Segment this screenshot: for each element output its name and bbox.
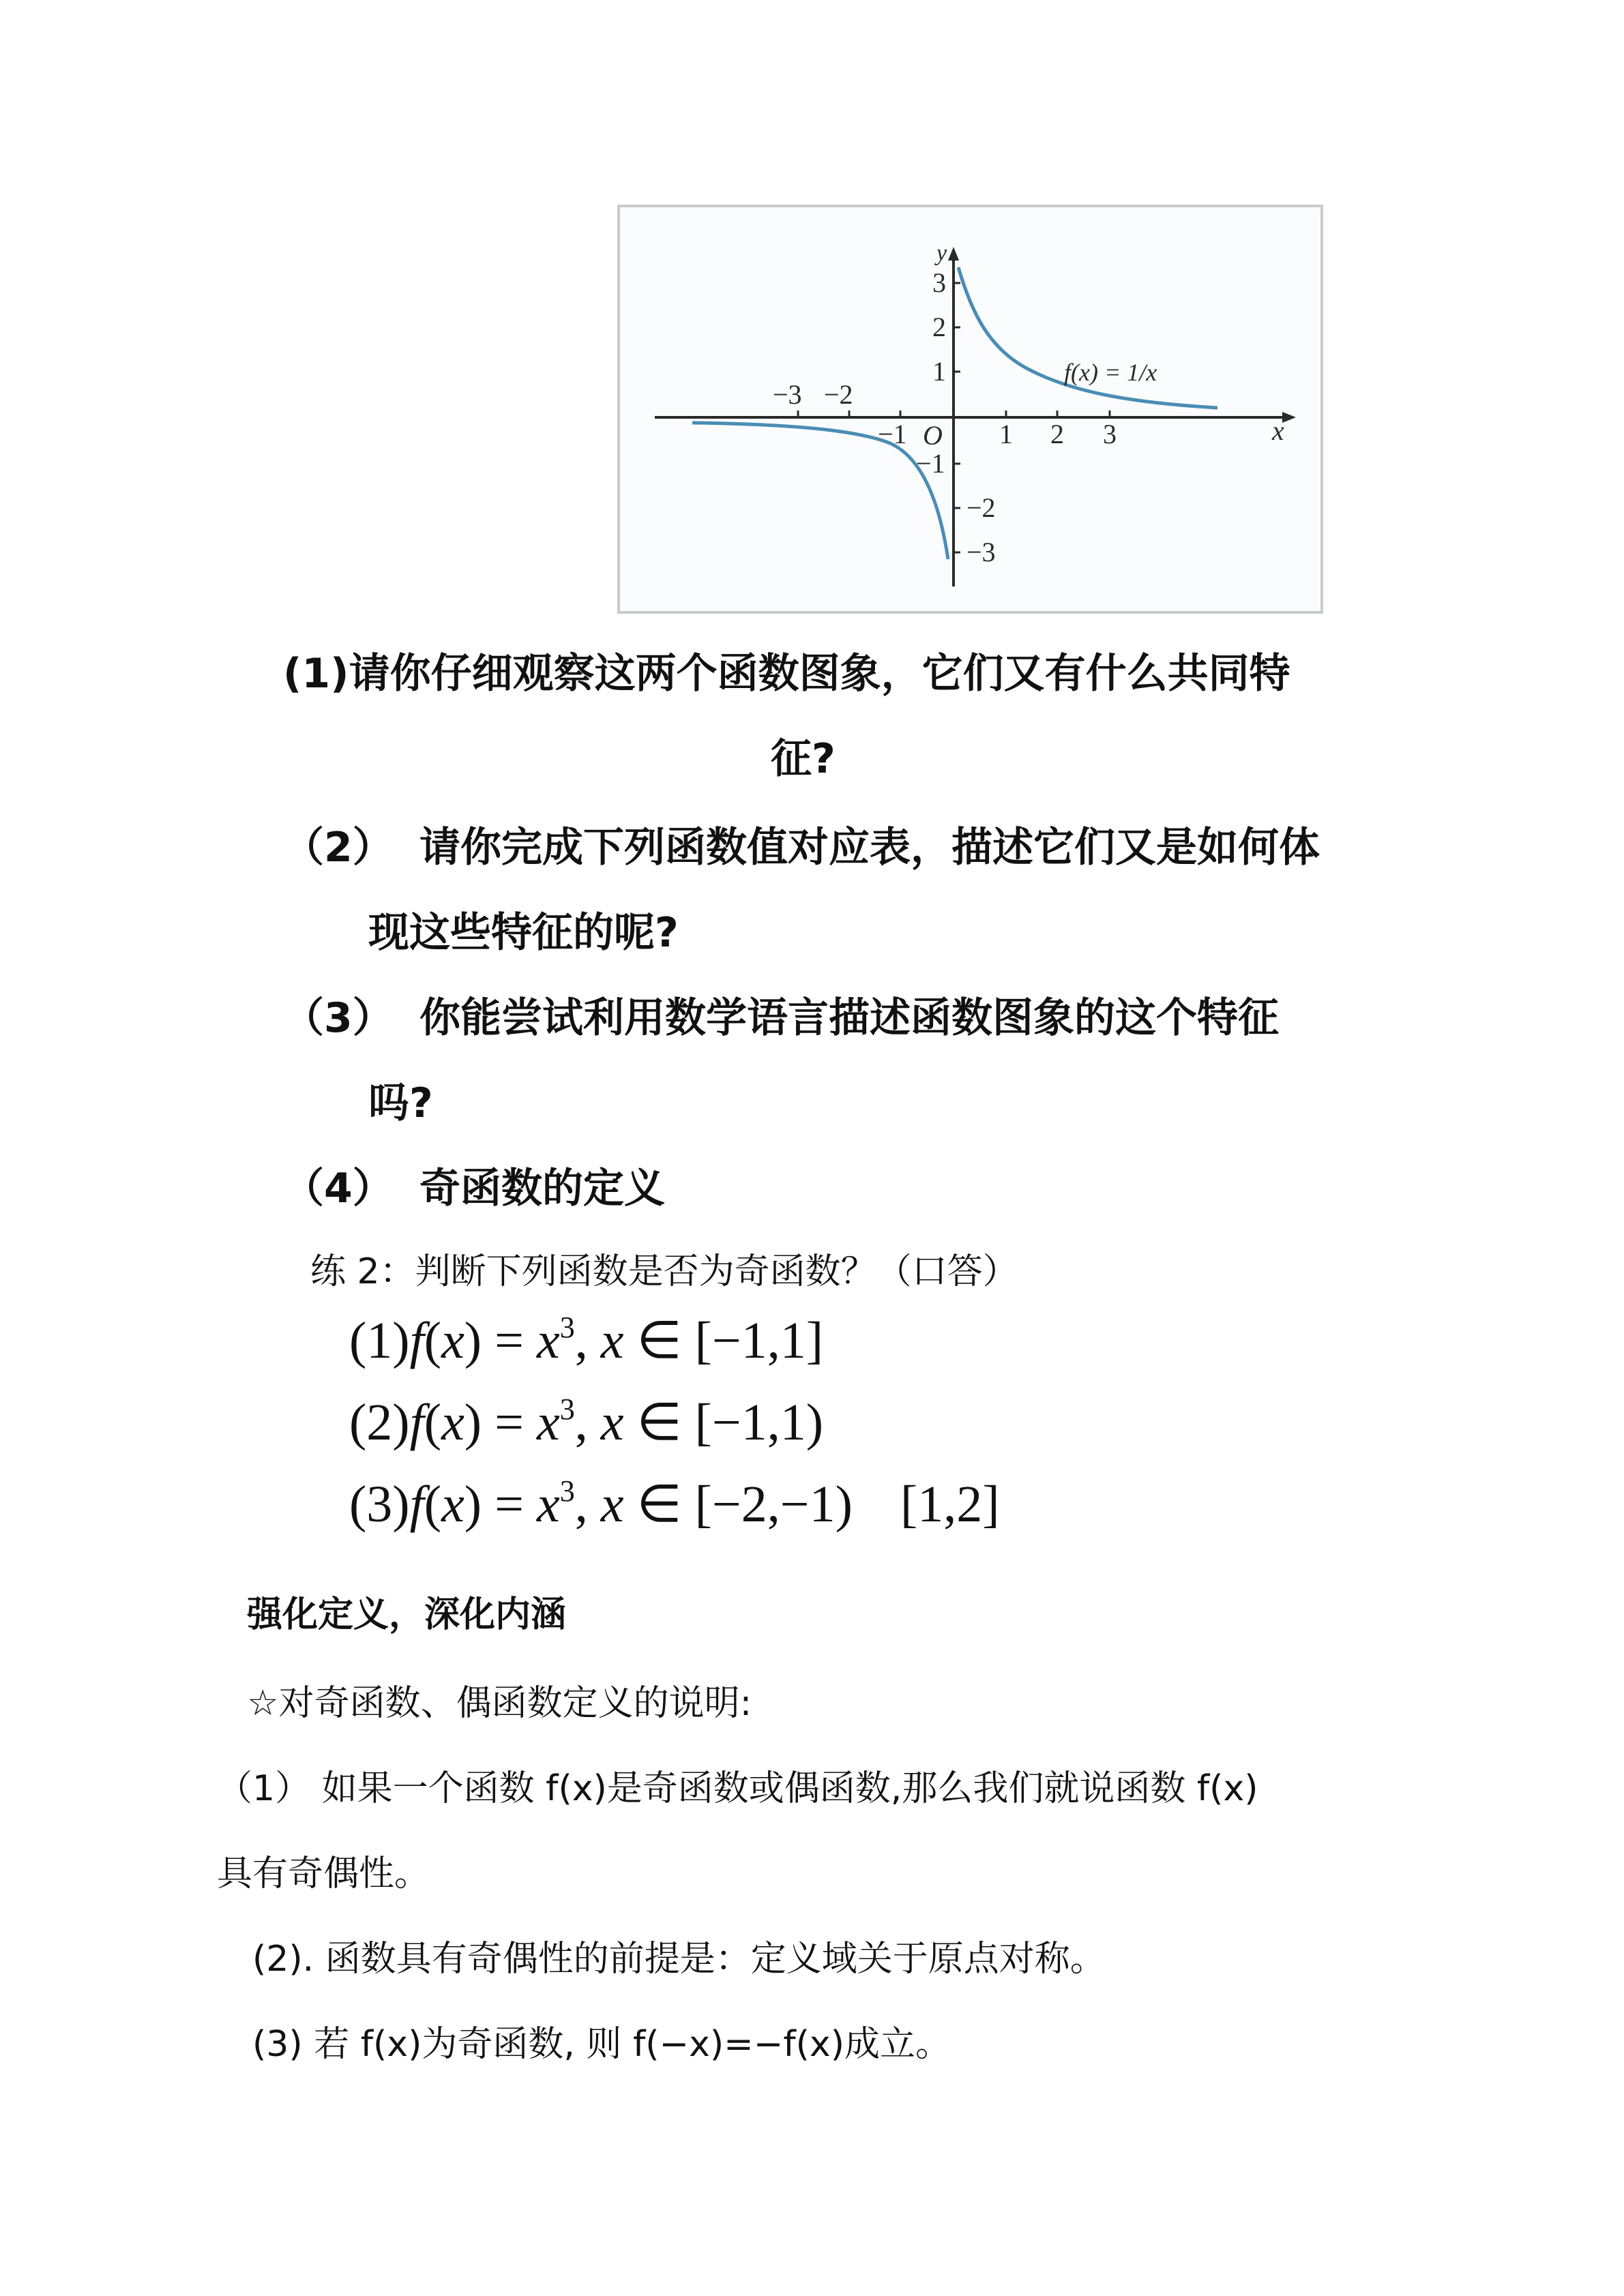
- y-tick-1: 1: [932, 356, 946, 387]
- note-1-line2: 具有奇偶性。: [217, 1853, 430, 1894]
- section-heading: 强化定义，深化内涵: [247, 1594, 567, 1635]
- exercise-prompt: 练 2：判断下列函数是否为奇函数？（口答）: [310, 1251, 1018, 1292]
- function-graph-figure: [617, 205, 1323, 614]
- question-4-number: （4）: [283, 1165, 394, 1212]
- question-2-line1: 请你完成下列函数值对应表，描述它们又是如何体: [419, 824, 1320, 871]
- x-axis-label: x: [1272, 415, 1284, 446]
- x-tick-neg2: −2: [824, 379, 853, 410]
- y-tick-2: 2: [932, 312, 946, 342]
- question-2-line2: 现这些特征的呢?: [368, 909, 679, 957]
- question-2-number: （2）: [283, 824, 394, 871]
- question-3-line2: 吗?: [368, 1079, 433, 1127]
- x-tick-1: 1: [999, 419, 1013, 449]
- y-tick-neg1: −1: [916, 448, 945, 479]
- question-4-line1: 奇函数的定义: [419, 1165, 665, 1212]
- function-label: f(x) = 1/x: [1064, 359, 1157, 386]
- question-3-number: （3）: [283, 994, 394, 1042]
- x-tick-neg3: −3: [773, 379, 802, 410]
- x-tick-3: 3: [1103, 419, 1117, 449]
- note-2: (2). 函数具有奇偶性的前提是：定义域关于原点对称。: [252, 1939, 1106, 1980]
- question-1-line1: (1)请你仔细观察这两个函数图象，它们又有什么共同特: [283, 650, 1290, 698]
- exercise-item-3: $(3)f(x) = x^3$, x ∈ [−2,−1) [1,2]: [349, 1474, 1000, 1533]
- note-1-line1: （1） 如果一个函数 f(x)是奇函数或偶函数,那么我们就说函数 f(x): [217, 1768, 1258, 1809]
- origin-label: O: [923, 420, 943, 451]
- x-tick-2: 2: [1050, 419, 1064, 449]
- question-3-line1: 你能尝试利用数学语言描述函数图象的这个特征: [419, 994, 1279, 1042]
- exercise-item-1: $(1)f(x) = x^3$, x ∈ [−1,1]: [349, 1311, 824, 1369]
- notes-intro: ☆对奇函数、偶函数定义的说明:: [247, 1683, 752, 1724]
- y-axis-label: y: [936, 241, 947, 266]
- x-tick-neg1: −1: [878, 419, 907, 449]
- exercise-item-2: $(2)f(x) = x^3$, x ∈ [−1,1): [349, 1392, 824, 1451]
- question-1-line2: 征?: [771, 735, 836, 783]
- note-3: (3) 若 f(x)为奇函数, 则 f(−x)=−f(x)成立。: [252, 2024, 951, 2065]
- y-tick-3: 3: [932, 267, 946, 298]
- y-tick-neg3: −3: [966, 537, 996, 567]
- y-tick-neg2: −2: [966, 492, 996, 523]
